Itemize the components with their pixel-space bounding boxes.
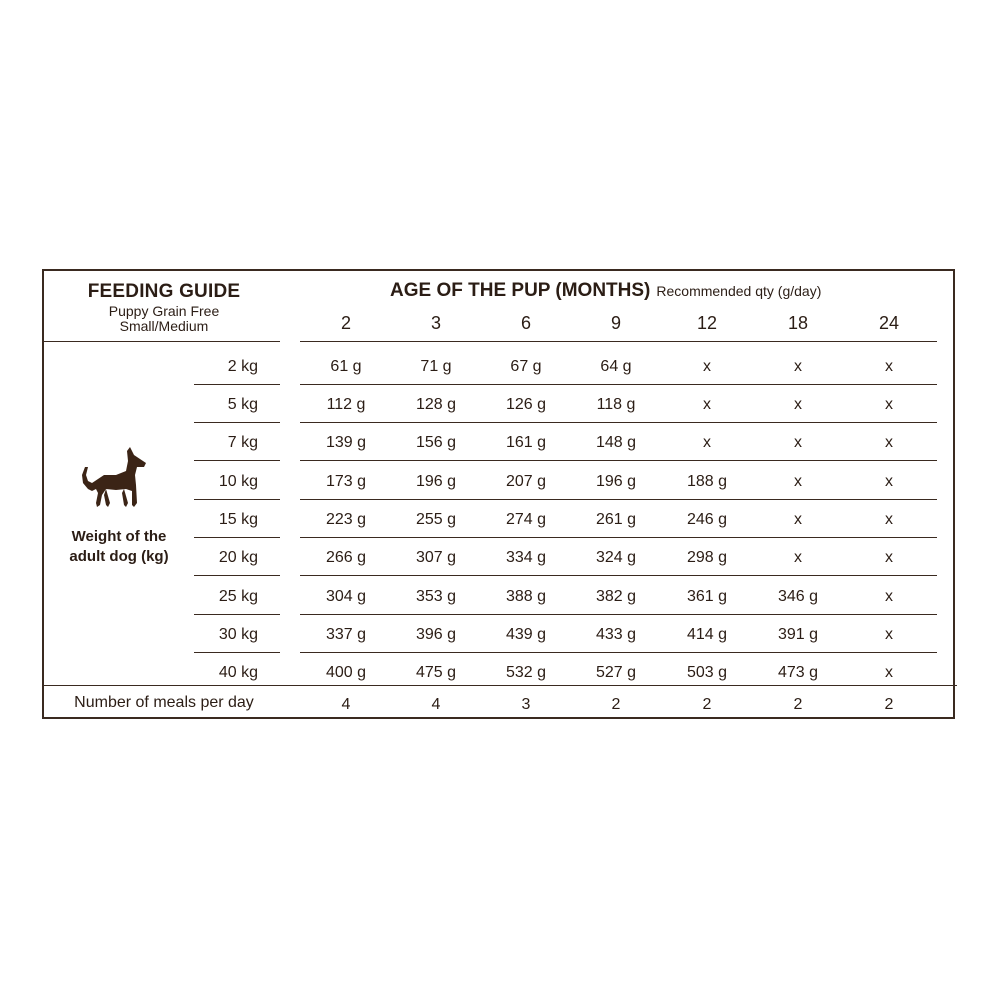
meals-cell: 2 xyxy=(611,696,621,713)
row-divider xyxy=(300,422,937,423)
row-divider xyxy=(300,614,937,615)
table-cell: x xyxy=(703,358,711,375)
meals-divider xyxy=(44,685,957,686)
table-cell: x xyxy=(885,511,893,528)
table-cell: 353 g xyxy=(415,588,457,605)
meals-cell: 4 xyxy=(341,696,351,713)
table-cell: 61 g xyxy=(330,358,362,375)
table-cell: 388 g xyxy=(505,588,547,605)
weight-label: 5 kg xyxy=(227,396,258,413)
table-cell: 503 g xyxy=(686,664,728,681)
table-cell: 139 g xyxy=(325,434,367,451)
table-cell: 532 g xyxy=(505,664,547,681)
table-cell: 67 g xyxy=(510,358,542,375)
meals-cell: 2 xyxy=(884,696,894,713)
table-cell: 64 g xyxy=(600,358,632,375)
weight-label: 25 kg xyxy=(218,588,258,605)
month-header: 12 xyxy=(696,313,718,333)
row-divider xyxy=(300,499,937,500)
table-cell: x xyxy=(794,434,802,451)
table-cell: 261 g xyxy=(595,511,637,528)
month-header: 9 xyxy=(610,313,621,333)
product-name: Puppy Grain Free xyxy=(108,303,220,319)
row-divider-weight xyxy=(194,575,280,576)
table-cell: x xyxy=(885,396,893,413)
month-header: 6 xyxy=(520,313,531,333)
table-cell: 527 g xyxy=(595,664,637,681)
row-divider xyxy=(300,460,937,461)
table-cell: 148 g xyxy=(595,434,637,451)
table-cell: x xyxy=(885,549,893,566)
row-divider-weight xyxy=(194,422,280,423)
row-divider xyxy=(300,652,937,653)
age-title: AGE OF THE PUP (MONTHS) xyxy=(390,280,651,301)
feeding-guide-table xyxy=(42,269,955,719)
table-cell: 382 g xyxy=(595,588,637,605)
table-cell: 361 g xyxy=(686,588,728,605)
row-divider-weight xyxy=(194,460,280,461)
table-cell: 298 g xyxy=(686,549,728,566)
table-cell: 71 g xyxy=(420,358,452,375)
table-cell: x xyxy=(885,358,893,375)
table-cell: 337 g xyxy=(325,626,367,643)
table-cell: 156 g xyxy=(415,434,457,451)
table-cell: 414 g xyxy=(686,626,728,643)
table-cell: 188 g xyxy=(686,473,728,490)
table-cell: 324 g xyxy=(595,549,637,566)
table-cell: 391 g xyxy=(777,626,819,643)
table-cell: 246 g xyxy=(686,511,728,528)
table-cell: x xyxy=(703,396,711,413)
table-cell: 223 g xyxy=(325,511,367,528)
table-cell: 439 g xyxy=(505,626,547,643)
meals-cell: 2 xyxy=(793,696,803,713)
table-cell: 112 g xyxy=(326,396,366,413)
table-cell: x xyxy=(885,664,893,681)
row-divider-weight xyxy=(194,537,280,538)
table-cell: 396 g xyxy=(415,626,457,643)
row-divider-weight xyxy=(194,652,280,653)
table-cell: x xyxy=(703,434,711,451)
table-cell: 400 g xyxy=(325,664,367,681)
table-cell: 475 g xyxy=(415,664,457,681)
table-cell: x xyxy=(794,511,802,528)
row-divider-weight xyxy=(194,499,280,500)
row-divider xyxy=(300,384,937,385)
header-divider-left xyxy=(44,341,280,342)
table-cell: 207 g xyxy=(505,473,547,490)
table-cell: 346 g xyxy=(777,588,819,605)
table-cell: 255 g xyxy=(415,511,457,528)
table-cell: x xyxy=(885,473,893,490)
table-cell: 196 g xyxy=(595,473,637,490)
age-unit: Recommended qty (g/day) xyxy=(656,283,822,299)
weight-label: 10 kg xyxy=(218,473,258,490)
table-cell: 473 g xyxy=(777,664,819,681)
meals-cell: 2 xyxy=(702,696,712,713)
row-divider xyxy=(300,575,937,576)
table-cell: x xyxy=(794,549,802,566)
row-divider xyxy=(300,537,937,538)
weight-label: 7 kg xyxy=(227,434,258,451)
row-divider-weight xyxy=(194,384,280,385)
header-divider xyxy=(300,341,937,342)
table-cell: 433 g xyxy=(595,626,637,643)
product-subtitle xyxy=(44,304,284,334)
weight-label: 40 kg xyxy=(218,664,258,681)
table-cell: x xyxy=(885,588,893,605)
table-cell: 173 g xyxy=(325,473,367,490)
table-cell: 196 g xyxy=(415,473,457,490)
feeding-guide-title: FEEDING GUIDE xyxy=(87,281,241,302)
age-header xyxy=(390,280,821,302)
table-cell: x xyxy=(885,434,893,451)
table-cell: 304 g xyxy=(325,588,367,605)
table-cell: x xyxy=(794,473,802,490)
month-header: 2 xyxy=(340,313,351,333)
table-cell: 266 g xyxy=(325,549,367,566)
table-cell: x xyxy=(794,358,802,375)
meals-cell: 4 xyxy=(431,696,441,713)
month-header: 18 xyxy=(787,313,809,333)
month-header: 24 xyxy=(878,313,900,333)
weight-axis-label-line1: Weight of the xyxy=(71,528,167,545)
product-size: Small/Medium xyxy=(119,318,209,334)
table-cell: x xyxy=(885,626,893,643)
table-cell: 118 g xyxy=(596,396,636,413)
table-cell: 307 g xyxy=(415,549,457,566)
weight-label: 30 kg xyxy=(218,626,258,643)
weight-axis-label xyxy=(54,527,184,567)
weight-label: 2 kg xyxy=(227,358,258,375)
meals-label: Number of meals per day xyxy=(74,694,254,711)
weight-label: 15 kg xyxy=(218,511,258,528)
table-cell: 334 g xyxy=(505,549,547,566)
meals-cell: 3 xyxy=(521,696,531,713)
row-divider-weight xyxy=(194,614,280,615)
table-cell: 126 g xyxy=(505,396,547,413)
weight-label: 20 kg xyxy=(218,549,258,566)
month-header: 3 xyxy=(430,313,441,333)
dog-silhouette-icon xyxy=(80,445,150,515)
table-cell: 274 g xyxy=(505,511,547,528)
weight-axis-label-line2: adult dog (kg) xyxy=(69,548,169,565)
table-cell: x xyxy=(794,396,802,413)
table-cell: 128 g xyxy=(415,396,457,413)
table-cell: 161 g xyxy=(505,434,547,451)
